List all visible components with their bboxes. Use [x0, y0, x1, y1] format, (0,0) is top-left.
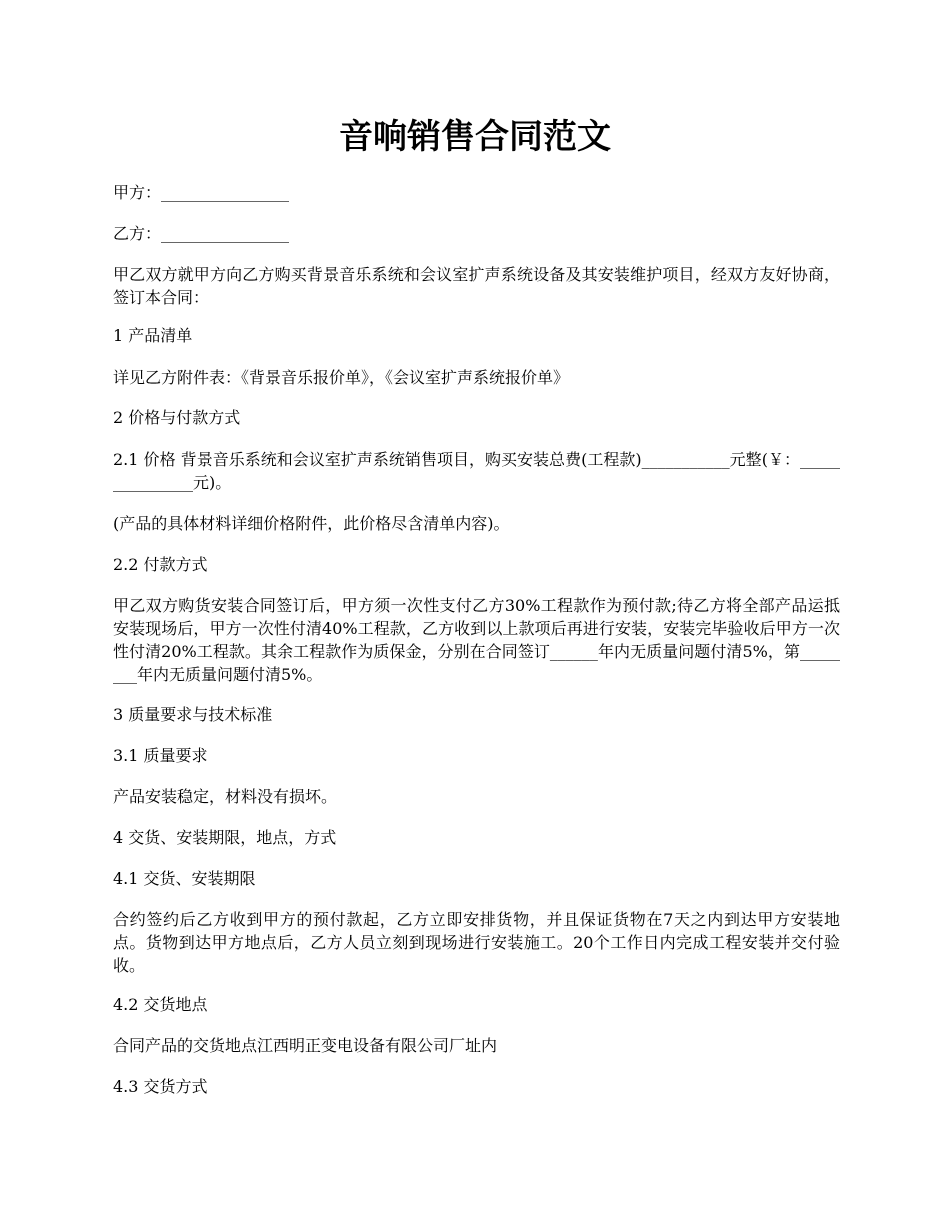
section-heading-3: 3 质量要求与技术标准 — [113, 705, 273, 724]
party-b-line: 乙方：________________ — [113, 224, 290, 243]
subsection-heading-4-2: 4.2 交货地点 — [113, 995, 208, 1014]
party-a-line: 甲方：________________ — [113, 183, 290, 202]
price-note-paragraph: (产品的具体材料详细价格附件，此价格尽含清单内容)。 — [113, 514, 510, 533]
payment-paragraph: 甲乙双方购货安装合同签订后，甲方须一次性支付乙方30%工程款作为预付款;待乙方将全部产品运抵安装现场后，甲方一次性付清40%工程款，乙方收到以上款项后再进行安装，安装完毕验收后甲方一次性付清20%工程款。其余工程款作为质保金，分别在合同签订______年内无质量问题付清5%，第________年内无质量问题付清5%。 — [113, 596, 840, 684]
document-title: 音响销售合同范文 — [339, 117, 611, 157]
section-heading-2: 2 价格与付款方式 — [113, 408, 241, 427]
preamble-paragraph: 甲乙双方就甲方向乙方购买背景音乐系统和会议室扩声系统设备及其安装维护项目，经双方友好协商，签订本合同： — [113, 265, 840, 307]
price-paragraph: 2.1 价格 背景音乐系统和会议室扩声系统销售项目，购买安装总费(工程款)___________元整(￥：_______________元)。 — [113, 450, 840, 492]
delivery-location-paragraph: 合同产品的交货地点江西明正变电设备有限公司厂址内 — [113, 1036, 498, 1055]
subsection-heading-3-1: 3.1 质量要求 — [113, 746, 208, 765]
delivery-period-paragraph: 合约签约后乙方收到甲方的预付款起，乙方立即安排货物，并且保证货物在7天之内到达甲方安装地点。货物到达甲方地点后，乙方人员立刻到现场进行安装施工。20个工作日内完成工程安装并交付验收。 — [113, 910, 840, 975]
section-heading-1: 1 产品清单 — [113, 326, 193, 345]
subsection-heading-4-3: 4.3 交货方式 — [113, 1077, 208, 1096]
subsection-heading-4-1: 4.1 交货、安装期限 — [113, 869, 256, 888]
subsection-heading-2-2: 2.2 付款方式 — [113, 555, 208, 574]
quality-paragraph: 产品安装稳定，材料没有损坏。 — [113, 787, 338, 806]
section-heading-4: 4 交货、安装期限，地点，方式 — [113, 828, 337, 847]
product-list-paragraph: 详见乙方附件表：《背景音乐报价单》，《会议室扩声系统报价单》 — [113, 368, 570, 387]
